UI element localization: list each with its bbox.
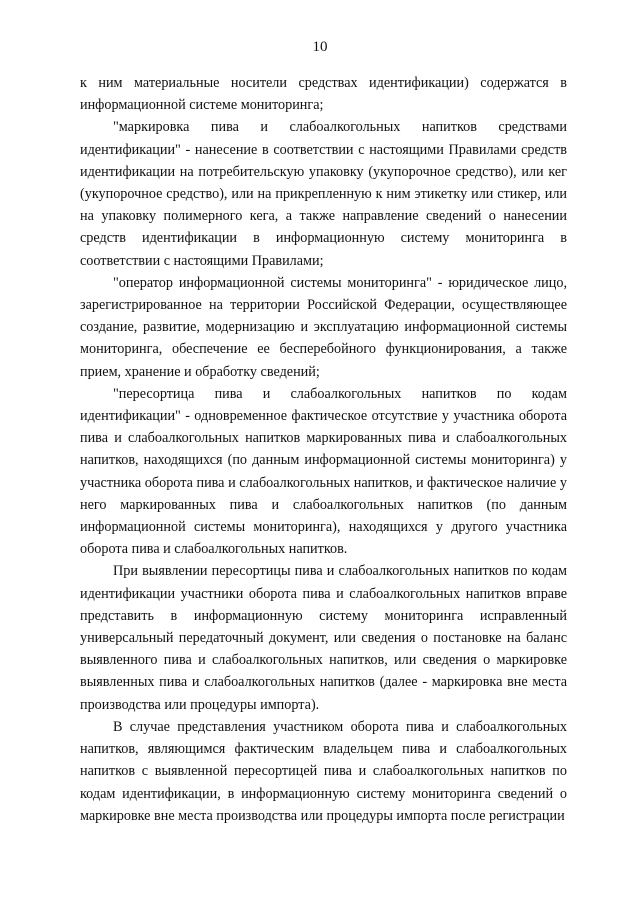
paragraph-continuation: к ним материальные носители средствах идентификации) содержатся в информационной системе мониторинга; bbox=[80, 75, 567, 114]
document-body bbox=[80, 72, 567, 827]
paragraph-owner-submission: В случае представления участником оборота пива и слабоалкогольных напитков, являющимся фактическим владельцем пива и слабоалкогольных напитков с выявленной пересортицей пива и слабоалкогольных напитков по кодам идентификации, в информационную систему мониторинга сведений о маркировке вне места производства или процедуры импорта после регистрации bbox=[80, 718, 567, 824]
paragraph-definition-regrading: "пересортица пива и слабоалкогольных напитков по кодам идентификации" - одновременное фактическое отсутствие у участника оборота пива и слабоалкогольных напитков маркированных пива и слабоалкогольных напитков, находящихся (по данным информационной системы мониторинга) у участника оборота пива и слабоалкогольных напитков, и фактическое наличие у него маркированных пива и слабоалкогольных напитков (по данным информационной системы мониторинга), находящихся у другого участника оборота пива и слабоалкогольных напитков. bbox=[80, 385, 567, 558]
paragraph-definition-marking: "маркировка пива и слабоалкогольных напитков средствами идентификации" - нанесение в соответствии с настоящими Правилами средств идентификации на потребительскую упаковку (укупорочное средство), или кег (укупорочное средство), или на прикрепленную к ним этикетку или стикер, или на упаковку полимерного кега, а также направление сведений о нанесении средств идентификации в информационную систему мониторинга в соответствии с настоящими Правилами; bbox=[80, 119, 567, 269]
paragraph-regrading-detection: При выявлении пересортицы пива и слабоалкогольных напитков по кодам идентификации участники оборота пива и слабоалкогольных напитков вправе представить в информационную систему мониторинга исправленный универсальный передаточный документ, или сведения о постановке на баланс выявленного пива и слабоалкогольных напитков, или сведения о маркировке выявленных пива и слабоалкогольных напитков (далее - маркировка вне места производства или процедуры импорта). bbox=[80, 563, 567, 713]
paragraph-definition-operator: "оператор информационной системы мониторинга" - юридическое лицо, зарегистрированное на территории Российской Федерации, осуществляющее создание, развитие, модернизацию и эксплуатацию информационной системы мониторинга, обеспечение ее бесперебойного функционирования, а также прием, хранение и обработку сведений; bbox=[80, 274, 567, 380]
page-number: 10 bbox=[312, 39, 328, 55]
